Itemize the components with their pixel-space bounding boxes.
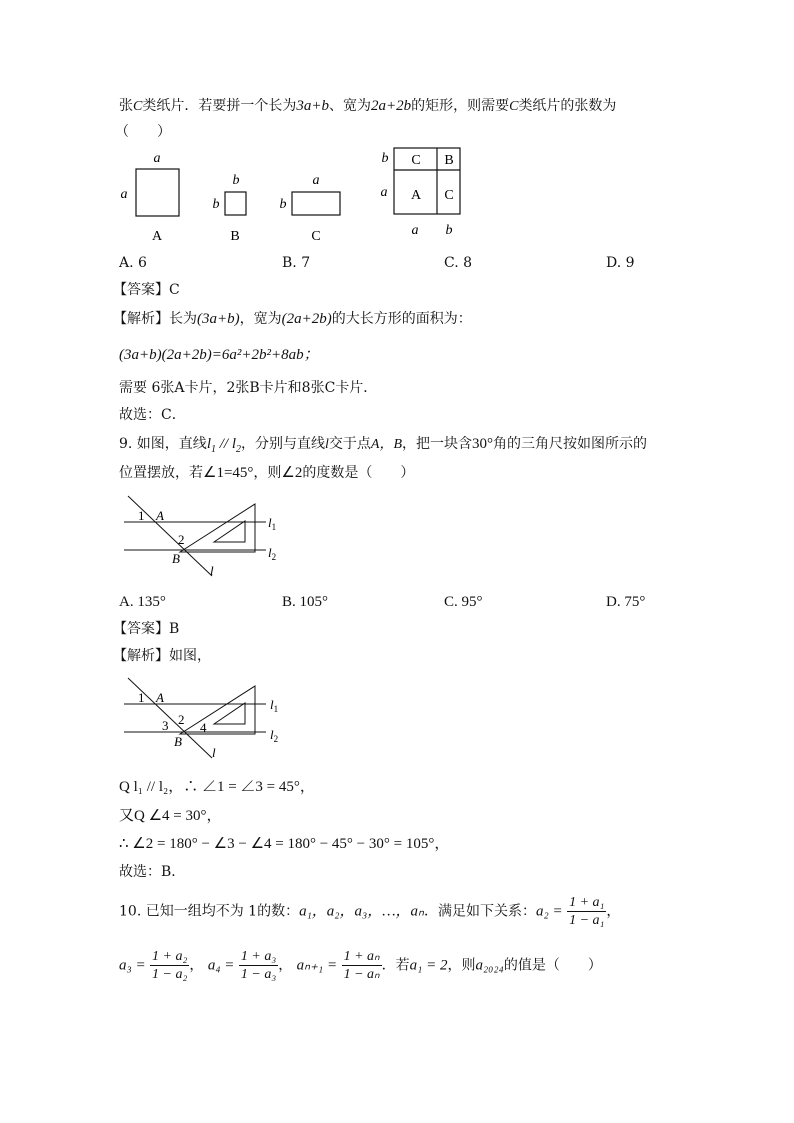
q8-text: 类纸片的张数为 [518,98,617,114]
q8-paren: （ ） [115,124,171,140]
label-a: A [156,690,164,705]
q8-text: 长为 [169,311,197,327]
fraction-denominator: 1 − a₂ [152,967,188,982]
q10-stem-line2: a₃ = $\frac{\text{1 + a₂}}{\text{1 − a₂}}$ ， a₄ = $\frac{\text{1 + a₃}}{\text{1 − a₃}}$ ， aₙ₊₁ = $\frac{\text{1 + aₙ}}{\text{1 − aₙ}}$ ．若a₁ = 2，则a₂₀₂₄的值是（ ） [119,949,602,982]
composite-left-a: a [380,185,388,200]
fraction-denominator: 1 − a₁ [569,913,605,928]
triangle-ruler [180,686,255,734]
label-l: l [210,563,214,578]
q8-equation: (3a+b)(2a+2b)=6a²+2b²+8ab； [119,347,319,363]
fraction-numerator: 1 + a₃ [240,949,277,964]
card-c-side-label: b [279,197,287,212]
fraction-denominator: 1 − aₙ [343,967,380,982]
q9-option-a[interactable]: A. 135° [119,594,166,610]
card-b-name: B [230,229,240,244]
q8-length-expr: 3a+b [296,98,329,114]
q8-option-a[interactable]: A. 6 [119,255,147,271]
q8-width-expr: 2a+2b [370,98,412,114]
label-l1: $l_1$ [270,697,279,714]
card-c-top-label: a [312,173,320,188]
q8-width-expr: (2a+2b) [281,311,332,327]
card-c-name: C [311,229,321,244]
q8-text: 类纸片．若要拼一个长为 [142,98,297,114]
label-l2: $l_2$ [270,727,279,744]
q9-option-b[interactable]: B. 105° [282,594,329,610]
q8-text: ，宽为 [239,311,282,327]
q8-text: 、宽为 [328,98,371,114]
q10-ask: a₂₀₂₄ [475,957,504,974]
card-a-top-label: a [153,151,161,166]
q8-length-expr: (3a+b) [197,311,240,327]
q8-composite-figure [374,144,474,240]
q10-an-lhs: aₙ₊₁ = [296,957,338,974]
fraction-numerator: 1 + aₙ [343,949,380,964]
analysis-tag: 【解析】 [113,648,169,664]
q9-points: A，B [370,437,402,452]
card-c-rect [292,192,340,215]
answer-value: C [169,282,180,298]
label-2: 2 [178,712,185,727]
q8-cards-figure [115,146,355,248]
q9-answer [113,619,179,639]
label-b: B [174,734,182,749]
fraction-numerator: 1 + a₁ [569,895,605,910]
composite-cell-b: B [444,153,454,168]
label-b: B [172,551,180,566]
q8-text: 的矩形，则需要 [411,98,510,114]
composite-bottom-b: b [445,223,453,238]
label-a: A [156,508,164,523]
label-3: 3 [162,718,169,733]
q10-stem-line1: 10. 已知一组均不为 1的数：a₁，a₂，a₃，…，aₙ．满足如下关系：a₂ = $\frac{\text{1 + a₁}}{\text{1 − a₁}}$ ， [119,895,621,928]
composite-bottom-a: a [411,223,419,238]
q10-text: 的值是（ ） [503,957,602,974]
fraction-denominator: 1 − a₃ [240,967,277,982]
q10-condition: a₁ = 2 [409,957,448,974]
q9-parallel-expr: $l_1 // l_2$ [206,436,241,455]
fraction-numerator: 1 + a₂ [152,949,188,964]
card-b-top-label: b [232,173,240,188]
q10-a3-fraction [150,948,189,983]
q9-angle: 30° [472,436,493,452]
card-a-side-label: a [120,187,128,202]
q8-choose: 故选：C． [119,407,186,423]
q8-analysis-line1 [113,309,472,329]
q10-a4-lhs: a₄ = [207,957,235,974]
q9-condition: ∠1=45° [203,465,254,481]
q9-text: ，分别与直线 [241,436,325,452]
label-1: 1 [138,508,145,523]
q9-text: ，把一块含 [402,436,472,452]
q8-text: 的大长方形的面积为： [331,311,472,327]
label-4: 4 [200,720,207,735]
q10-text: ．若 [381,957,410,974]
answer-tag: 【答案】 [113,621,169,637]
q8-stem-line1 [119,96,616,117]
q9-stem-line1 [119,434,647,460]
q9-ask: ∠2 [281,465,303,481]
q9-step3: ∴ ∠2 = 180° − ∠3 − ∠4 = 180° − 45° − 30° = 105°， [119,836,450,852]
q9-text: 如图， [169,648,211,664]
analysis-tag: 【解析】 [113,311,169,327]
q8-text: 张 [119,98,133,114]
q10-text: ，则 [447,957,476,974]
card-b-square [225,192,246,215]
q8-answer [113,280,180,300]
q8-option-b[interactable]: B. 7 [282,255,311,271]
composite-left-b: b [381,151,389,166]
q9-var-l: l [325,437,329,452]
q9-text: 位置摆放，若 [119,465,203,481]
composite-cell-a: A [410,188,422,203]
q10-an-fraction [342,948,382,983]
triangle-ruler-inner [214,703,245,724]
q9-text: 角的三角尺按如图所示的 [493,436,647,452]
q8-var-c: C [509,99,519,114]
label-l2: $l_2$ [268,545,277,562]
q9-choose: 故选：B． [119,864,186,880]
q8-need: 需要 6张A卡片，2张B卡片和8张C卡片． [119,380,378,396]
q9-step1: Q l₁ // l₂，∴ ∠1 = ∠3 = 45°， [119,779,315,795]
q10-a3-lhs: a₃ = [119,957,146,974]
q9-stem-line2 [119,463,414,483]
card-b-side-label: b [212,197,220,212]
q10-a2-fraction [567,894,606,929]
label-1: 1 [138,690,145,705]
q10-sequence: a₁，a₂，a₃，…，aₙ [299,903,425,920]
q8-option-c[interactable]: C. 8 [444,255,473,271]
label-l: l [212,745,216,760]
composite-cell-c-top: C [411,153,421,168]
answer-value: B [169,621,180,637]
q10-text: 10. 已知一组均不为 1的数： [119,903,300,920]
label-l1: $l_1$ [268,515,277,532]
q9-text: 的度数是（ ） [302,465,415,481]
q8-option-d[interactable]: D. 9 [606,255,635,271]
q9-analysis-figure [118,672,288,764]
q9-text: 9. 如图，直线 [119,436,207,452]
triangle-ruler-inner [214,521,245,542]
composite-cell-c-right: C [444,188,454,203]
card-a-name: A [151,229,163,244]
q9-option-d[interactable]: D. 75° [606,594,646,610]
q10-a2-lhs: a₂ = [536,903,563,920]
triangle-ruler [180,504,255,552]
q10-a4-fraction [239,948,278,983]
answer-tag: 【答案】 [113,282,169,298]
label-2: 2 [178,532,185,547]
q9-analysis-line1 [113,646,211,666]
q10-text: ．满足如下关系： [424,903,537,920]
q9-option-c[interactable]: C. 95° [444,594,483,610]
q9-step2: 又Q ∠4 = 30°， [119,808,222,824]
q9-figure [118,490,288,582]
q8-var-c: C [133,99,143,114]
q9-text: ，则 [253,465,282,481]
card-a-square [136,169,179,216]
q9-text: 交于点 [328,436,371,452]
